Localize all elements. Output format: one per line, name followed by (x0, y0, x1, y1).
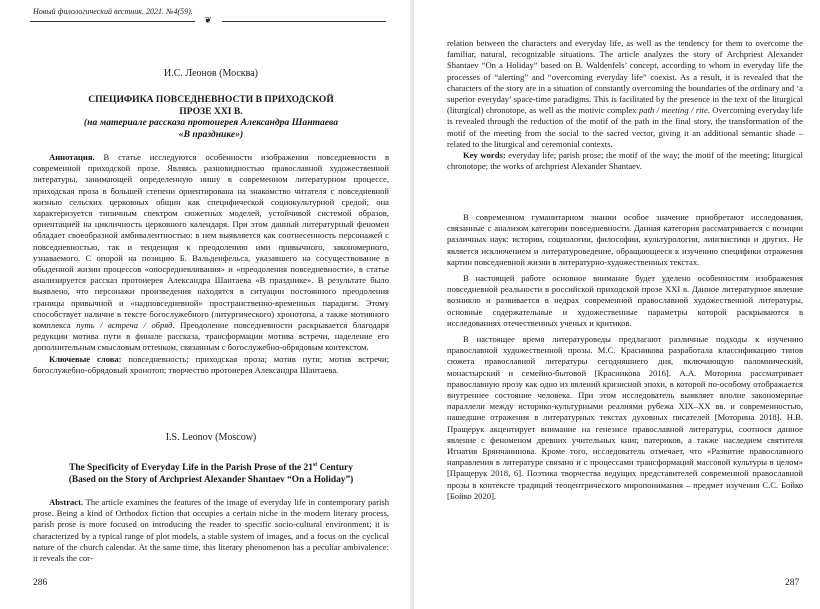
annotation-text-2: . Преодоление повседневности раскрывается благодаря редукции мотива пути в финале рассказа, трансформации мотива встречи, наделение его дополнительным смысловым оттенком, связанным с богослужебно-обрядовым контекстом. (33, 320, 389, 353)
page-number-right: 287 (785, 578, 800, 588)
title-en-line-1 (33, 460, 389, 475)
abstract-label: Abstract. (49, 497, 84, 507)
keywords-ru-text: повседневность; приходская проза; мотив пути; мотив встречи; богослужебно-обрядовый хронотоп; творчество протоиерея Александра Шантаева. (33, 353, 389, 375)
running-head: Новый филологический вестник. 2021. №4(59). (33, 7, 193, 16)
page-number-left: 286 (33, 578, 48, 588)
keywords-ru-label: Ключевые слова: (49, 353, 122, 364)
keywords-en-text: everyday life; parish prose; the motif of the way; the motif of the meeting; liturgical chronotope; the works of archpriest Alexander Shantaev. (447, 150, 803, 172)
title-en-main: The Specificity of Everyday Life in the Parish Prose of the 21 (69, 463, 313, 474)
annotation-text-1: В статье исследуются особенности изображения повседневности в современной приходской прозе. Являясь разновидностью православной художественной литературы, занимающей определенную нишу в современном литературном процессе, приходская проза в большей степени ориентирована на знакомство читателя с повседневной жизнью сельских церковных общин как специфической социокультурной средой; она характеризуется типичным спектром сюжетных моделей, устойчивой системой образов, ориентацией на цикличность церковного календаря. При этом данный литературный феномен обладает своеобразной амбивалентностью: в нем выявляется как соотнесенность персонажей с повседневностью, так и тенденция к преодолению ими привычного, закономерного, узнаваемого. С опорой на позицию Б. Вальденфельса, указавшего на сосуществование в обыденной жизни процессов «опосредневливания» и «преодоления повседневности», в статье анализируется рассказ протоиерея Александра Шантаева «В празднике». В результате было выявлено, что персонажи произведения находятся в ситуации постоянного преодоления границы привычной и «надповседневной» пространственно-временных парадигм. Этому способствует наличие в тексте богослужебного (литургического) хронотопа, а также мотивного комплекса (33, 152, 389, 331)
subtitle-ru-line-2: «В празднике») (178, 128, 244, 140)
subtitle-ru-line-1: (на материале рассказа протоиерея Александра Шантаева (83, 117, 339, 128)
paragraph-3: В настоящее время литературоведы предлагают различные подходы к изучению православной художественной прозы. М.С. Красникова разработала классификацию типов сюжета православной литературы сегодняшнего дня, включающую паломнический, монастырский и семейно-бытовой [Красникова 2016]. А.А. Моторина рассматривает православную прозу как одно из явлений кризисной эпохи, в которой по-особому отображается внутреннее состояние человека. При этом исследователь выявляет вполне закономерные параллели между историко-культурными реалиями рубежа XIX–XX вв. и современностью, нашедшие отражения в литературных текстах духовных писателей [Моторина 2018]. Н.В. Пращерук акцентирует внимание на генезисе православной литературы, соотнося данное явление с феноменом древних учительных книг, патериков, а также наследием святителя Игнатия Брянчанинова. Кроме того, исследователь отмечает, что «Развитие православного направления в литературе связано и с процессами трансформаций массовой культуры в целом» [Пращерук 2018, 6]. Поэтика творчества ведущих представителей современной православной прозы в контексте традиций теоцентрического миропонимания – предмет изучения С.С. Бойко [Бойко 2020]. (447, 334, 803, 501)
title-en-sup: st (312, 462, 318, 468)
abstract-text: The article examines the features of the image of everyday life in contemporary parish prose. Being a kind of Orthodox fiction that occupies a certain niche in the modern literary process, parish prose is more focused on introducing the reader to specific socio-cultural environment; it is characterized by a typical range of plot models, a stable system of images, and a focus on the cyclical nature of the church calendar. At the same time, this literary phenomenon has a peculiar ambivalence: it reveals the cor- (33, 497, 389, 564)
author-en: I.S. Leonov (Moscow) (165, 432, 257, 443)
abstract-en-continued (447, 38, 803, 172)
header-ornament (30, 15, 386, 25)
abstract-en (33, 497, 389, 564)
right-page (414, 0, 820, 609)
ornament-rule-left (30, 21, 195, 22)
title-en (33, 460, 389, 486)
title-ru-line-1: СПЕЦИФИКА ПОВСЕДНЕВНОСТИ В ПРИХОДСКОЙ (88, 94, 334, 105)
abstract-cont-2: . Overcoming everyday life is revealed through the reduction of the motif of the path in the final story, the transformation of the motif of the meeting from the social to the sacred vector, giving it an additional semantic shade – related to the liturgical and ceremonial contexts. (447, 105, 803, 149)
title-en-line-2: (Based on the Story of Archpriest Alexander Shantaev “On a Holiday”) (68, 474, 354, 485)
keywords-en-label: Key words: (463, 150, 506, 161)
title-en-end: Century (317, 463, 353, 474)
abstract-cont-1: relation between the characters and everyday life, as well as the tendency for them to overcome the familiar, natural, recognizable situations. The article analyzes the story of Archpriest Alexander Shantaev “On a Holiday” based on B. Waldenfels’ concept, according to whom in everyday life the processes of “alerting” and “overcoming everyday life” coexist. As a result, it is revealed that the characters of the story are in a situation of constantly overcoming the boundaries of the ordinary and ‘a superior everyday’ space-time paradigms. This is facilitated by the presence in the text of the liturgical (liturgical) chronotope, as well as the motivic complex (447, 38, 803, 116)
author-ru: И.С. Леонов (Москва) (164, 68, 258, 79)
paragraph-1: В современном гуманитарном знании особое значение приобретают исследования, связанные с анализом категории повседневности. Данная категория рассматривается с позиции различных наук: истории, социологии, философии, культурологии, лингвистики и других. Не является исключением и литературоведение, обращающееся к изучению специфики отражения картин повседневной жизни в литературно-художественных текстах. (447, 212, 803, 267)
title-ru-line-2: ПРОЗЕ XXI В. (179, 105, 243, 117)
abstract-italic: path / meeting / rite (639, 105, 708, 116)
fleuron-icon: ❦ (204, 15, 212, 25)
annotation-ru (33, 152, 389, 376)
annotation-italic: путь / встреча / обряд (76, 320, 173, 331)
body-text (447, 212, 803, 502)
annotation-label: Аннотация. (49, 152, 95, 162)
paragraph-2: В настоящей работе основное внимание будет уделено особенностям изображения повседневной реальности в российской приходской прозе XXI в. Данное литературное явление возникло и развивается в недрах современной православной художественной литературы, основные содержательные и художественные параметры которой раскрываются в исследованиях отечественных ученых и критиков. (447, 273, 803, 328)
title-ru (33, 94, 389, 140)
ornament-rule-right (222, 21, 386, 22)
